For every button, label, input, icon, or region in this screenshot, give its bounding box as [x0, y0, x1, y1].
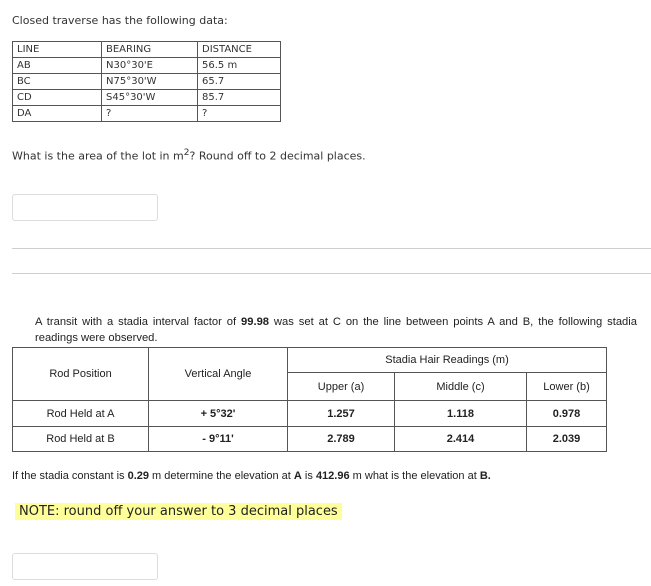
question2-intro	[35, 314, 637, 346]
prompt-text: m what is the elevation at	[349, 470, 480, 482]
stadia-row	[13, 427, 607, 452]
point-b-label: B.	[479, 470, 491, 482]
line-cell: CD	[13, 90, 102, 106]
elevation-value: 412.96	[315, 470, 350, 482]
question1-text: What is the area of the lot in m	[12, 149, 184, 163]
stadia-table	[12, 347, 607, 452]
angle-cell: - 9°11'	[149, 427, 288, 452]
stadia-row	[13, 401, 607, 427]
traverse-row	[13, 106, 281, 122]
bearing-cell: S45°30'W	[102, 90, 198, 106]
traverse-header-row	[13, 42, 281, 58]
point-a-label: A	[293, 470, 302, 482]
stadia-constant: 0.29	[127, 470, 149, 482]
lower-cell: 0.978	[527, 401, 607, 427]
stadia-header-row	[13, 348, 607, 373]
header-distance: DISTANCE	[198, 42, 281, 58]
header-bearing: BEARING	[102, 42, 198, 58]
question2-prompt	[12, 470, 491, 482]
question2-answer-input[interactable]	[12, 553, 158, 580]
upper-cell: 1.257	[288, 401, 395, 427]
question1-tail: ? Round off to 2 decimal places.	[189, 149, 366, 163]
lower-cell: 2.039	[527, 427, 607, 452]
bearing-cell: ?	[102, 106, 198, 122]
header-middle: Middle (c)	[395, 373, 527, 401]
prompt-text: If the stadia constant is	[12, 470, 128, 482]
question1-answer-input[interactable]	[12, 194, 158, 221]
distance-cell: 56.5 m	[198, 58, 281, 74]
line-cell: AB	[13, 58, 102, 74]
intro-text: A transit with a stadia interval factor of	[35, 316, 242, 328]
question1-title: Closed traverse has the following data:	[12, 14, 228, 27]
stadia-factor: 99.98	[241, 316, 270, 328]
angle-cell: + 5°32'	[149, 401, 288, 427]
header-line: LINE	[13, 42, 102, 58]
upper-cell: 2.789	[288, 427, 395, 452]
bearing-cell: N30°30'E	[102, 58, 198, 74]
rod-cell: Rod Held at A	[13, 401, 149, 427]
middle-cell: 1.118	[395, 401, 527, 427]
traverse-row	[13, 90, 281, 106]
question1-prompt	[12, 148, 366, 163]
bearing-cell: N75°30'W	[102, 74, 198, 90]
distance-cell: 85.7	[198, 90, 281, 106]
traverse-row	[13, 74, 281, 90]
prompt-text: m determine the elevation at	[149, 470, 294, 482]
question1-superscript: 2	[183, 148, 190, 158]
middle-cell: 2.414	[395, 427, 527, 452]
intro-text: was set at C on the line between points A and B, the following stadia readings were observed.	[35, 316, 637, 344]
section-divider	[12, 273, 651, 274]
line-cell: BC	[13, 74, 102, 90]
distance-cell: ?	[198, 106, 281, 122]
traverse-row	[13, 58, 281, 74]
header-vertical-angle: Vertical Angle	[149, 348, 288, 401]
header-upper: Upper (a)	[288, 373, 395, 401]
header-lower: Lower (b)	[527, 373, 607, 401]
section-divider	[12, 248, 651, 249]
traverse-table	[12, 41, 281, 122]
prompt-text: is	[301, 470, 316, 482]
line-cell: DA	[13, 106, 102, 122]
rod-cell: Rod Held at B	[13, 427, 149, 452]
header-rod-position: Rod Position	[13, 348, 149, 401]
header-stadia-group: Stadia Hair Readings (m)	[288, 348, 607, 373]
rounding-note: NOTE: round off your answer to 3 decimal places	[15, 503, 342, 520]
distance-cell: 65.7	[198, 74, 281, 90]
